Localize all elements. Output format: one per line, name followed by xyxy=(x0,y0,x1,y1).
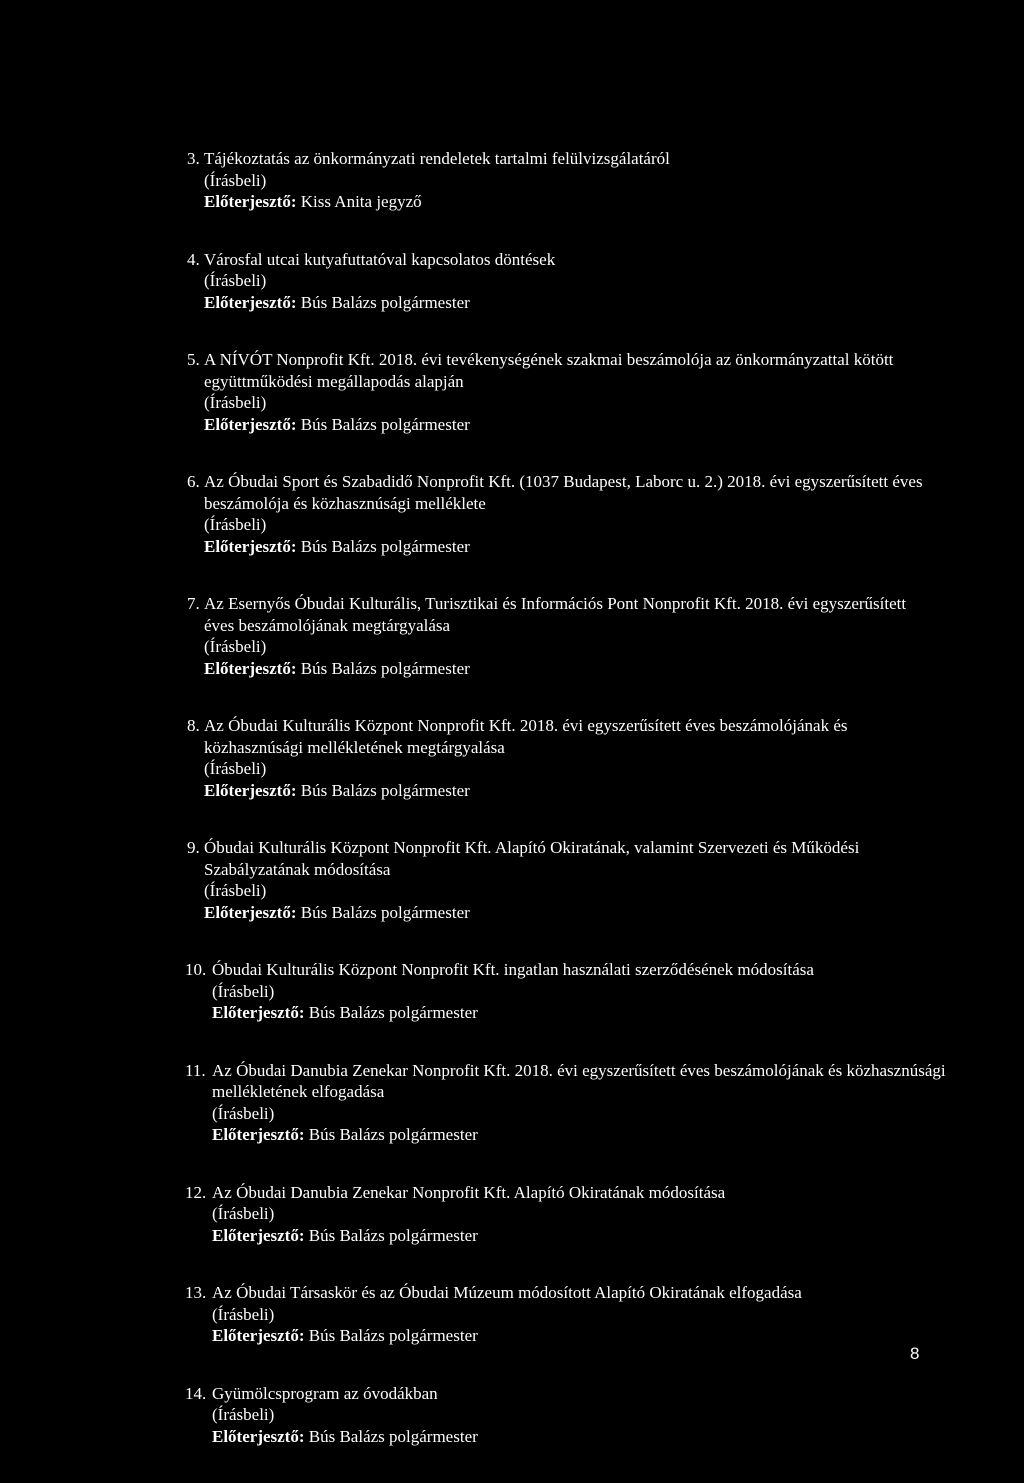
presenter-label: Előterjesztő: xyxy=(204,902,297,922)
agenda-item-number: 5. xyxy=(187,350,200,369)
agenda-item-mode: (Írásbeli) xyxy=(204,759,267,778)
presenter-label: Előterjesztő: xyxy=(204,192,297,211)
presenter-label: Előterjesztő: xyxy=(212,1426,305,1446)
agenda-item xyxy=(0,715,1024,801)
agenda-item-mode: (Írásbeli) xyxy=(212,981,275,1001)
agenda-item xyxy=(0,1060,1024,1146)
agenda-item-presenter-line xyxy=(212,1225,1024,1247)
presenter-name: Bús Balázs polgármester xyxy=(308,1326,478,1345)
agenda-item-mode: (Írásbeli) xyxy=(204,881,267,900)
agenda-item xyxy=(0,1182,1024,1247)
presenter-label: Előterjesztő: xyxy=(212,1225,305,1245)
agenda-item-presenter-line xyxy=(212,1002,1024,1024)
presenter-label: Előterjesztő: xyxy=(212,1326,305,1345)
agenda-item-presenter-line xyxy=(204,191,1024,213)
presenter-name: Bús Balázs polgármester xyxy=(300,902,470,922)
presenter-name: Bús Balázs polgármester xyxy=(300,536,470,556)
agenda-item xyxy=(0,349,1024,435)
agenda-item-number: 12. xyxy=(185,1182,207,1202)
agenda-item-number: 10. xyxy=(185,960,207,979)
agenda-item-number: 6. xyxy=(187,472,200,491)
presenter-name: Bús Balázs polgármester xyxy=(308,1225,478,1245)
agenda-item xyxy=(0,959,1024,1024)
agenda-item-mode: (Írásbeli) xyxy=(204,393,267,412)
agenda-item-mode: (Írásbeli) xyxy=(204,271,267,290)
presenter-label: Előterjesztő: xyxy=(204,658,297,678)
presenter-label: Előterjesztő: xyxy=(212,1125,305,1144)
presenter-name: Kiss Anita jegyző xyxy=(300,192,422,211)
agenda-item-presenter-line xyxy=(212,1325,1024,1347)
agenda-item xyxy=(0,593,1024,679)
agenda-item xyxy=(0,471,1024,557)
agenda-item-number: 9. xyxy=(187,838,200,857)
agenda-item-mode: (Írásbeli) xyxy=(212,1405,275,1424)
page-number: 8 xyxy=(910,1344,920,1363)
agenda-item-presenter-line xyxy=(204,292,1024,314)
presenter-label: Előterjesztő: xyxy=(204,292,297,312)
agenda-item xyxy=(0,1282,1024,1347)
agenda-item-title: Óbudai Kulturális Központ Nonprofit Kft. ingatlan használati szerződésének módosítása xyxy=(212,960,814,979)
agenda-item xyxy=(0,249,1024,314)
agenda-item xyxy=(0,148,1024,213)
presenter-name: Bús Balázs polgármester xyxy=(300,414,470,434)
agenda-item-mode: (Írásbeli) xyxy=(204,515,267,534)
agenda-item-number: 7. xyxy=(187,594,200,613)
agenda-item-number: 3. xyxy=(187,149,200,168)
agenda-item-mode: (Írásbeli) xyxy=(212,1304,275,1324)
agenda-list xyxy=(0,148,1024,1483)
agenda-item-number: 14. xyxy=(185,1383,207,1403)
presenter-label: Előterjesztő: xyxy=(204,780,297,800)
agenda-item-mode: (Írásbeli) xyxy=(212,1103,275,1123)
agenda-item-title: Óbudai Kulturális Központ Nonprofit Kft. Alapító Okiratának, valamint Szervezeti és Működési Szabályzatának módosítása xyxy=(204,838,860,879)
presenter-name: Bús Balázs polgármester xyxy=(308,1125,478,1144)
agenda-item-presenter-line xyxy=(204,902,1024,924)
presenter-label: Előterjesztő: xyxy=(204,536,297,556)
agenda-item-title: Az Óbudai Danubia Zenekar Nonprofit Kft. 2018. évi egyszerűsített éves beszámolójának és közhasznúsági mellékletének elfogadása xyxy=(212,1060,946,1101)
agenda-item-mode: (Írásbeli) xyxy=(204,637,267,656)
agenda-item-presenter-line xyxy=(204,414,1024,436)
presenter-name: Bús Balázs polgármester xyxy=(300,658,470,678)
agenda-item-number: 4. xyxy=(187,249,200,269)
agenda-item-number: 13. xyxy=(185,1283,207,1302)
agenda-item-title: Az Óbudai Társaskör és az Óbudai Múzeum módosított Alapító Okiratának elfogadása xyxy=(212,1283,802,1302)
agenda-item-title: A NÍVÓT Nonprofit Kft. 2018. évi tevékenységének szakmai beszámolója az önkormányzattal kötött együttműködési megállapodás alapján xyxy=(204,350,894,391)
agenda-item-title: Tájékoztatás az önkormányzati rendeletek tartalmi felülvizsgálatáról xyxy=(204,149,670,168)
agenda-item-number: 8. xyxy=(187,716,200,735)
agenda-item-mode: (Írásbeli) xyxy=(204,170,267,190)
presenter-name: Bús Balázs polgármester xyxy=(300,292,470,312)
presenter-name: Bús Balázs polgármester xyxy=(308,1426,478,1446)
agenda-item-number: 11. xyxy=(185,1060,206,1080)
presenter-name: Bús Balázs polgármester xyxy=(300,780,470,800)
agenda-item xyxy=(0,1383,1024,1448)
presenter-name: Bús Balázs polgármester xyxy=(308,1003,478,1022)
presenter-label: Előterjesztő: xyxy=(204,414,297,434)
agenda-item-title: Az Esernyős Óbudai Kulturális, Turisztikai és Információs Pont Nonprofit Kft. 2018. évi egyszerűsített éves beszámolójának megtárgyalása xyxy=(204,594,907,635)
agenda-item-title: Az Óbudai Sport és Szabadidő Nonprofit Kft. (1037 Budapest, Laborc u. 2.) 2018. évi egyszerűsített éves beszámolója és közhasznúsági melléklete xyxy=(204,472,923,513)
agenda-item-mode: (Írásbeli) xyxy=(212,1204,275,1223)
agenda-item xyxy=(0,837,1024,923)
agenda-item-presenter-line xyxy=(204,658,1024,680)
agenda-item-title: Az Óbudai Danubia Zenekar Nonprofit Kft. Alapító Okiratának módosítása xyxy=(212,1182,726,1202)
presenter-label: Előterjesztő: xyxy=(212,1003,305,1022)
agenda-item-title: Az Óbudai Kulturális Központ Nonprofit Kft. 2018. évi egyszerűsített éves beszámolójának és közhasznúsági mellékletének megtárgyalása xyxy=(204,716,848,757)
agenda-item-presenter-line xyxy=(204,780,1024,802)
agenda-item-presenter-line xyxy=(212,1124,1024,1146)
agenda-item-title: Városfal utcai kutyafuttatóval kapcsolatos döntések xyxy=(204,249,556,269)
agenda-item-presenter-line xyxy=(204,536,1024,558)
agenda-item-title: Gyümölcsprogram az óvodákban xyxy=(212,1383,438,1403)
agenda-item-presenter-line xyxy=(212,1426,1024,1448)
